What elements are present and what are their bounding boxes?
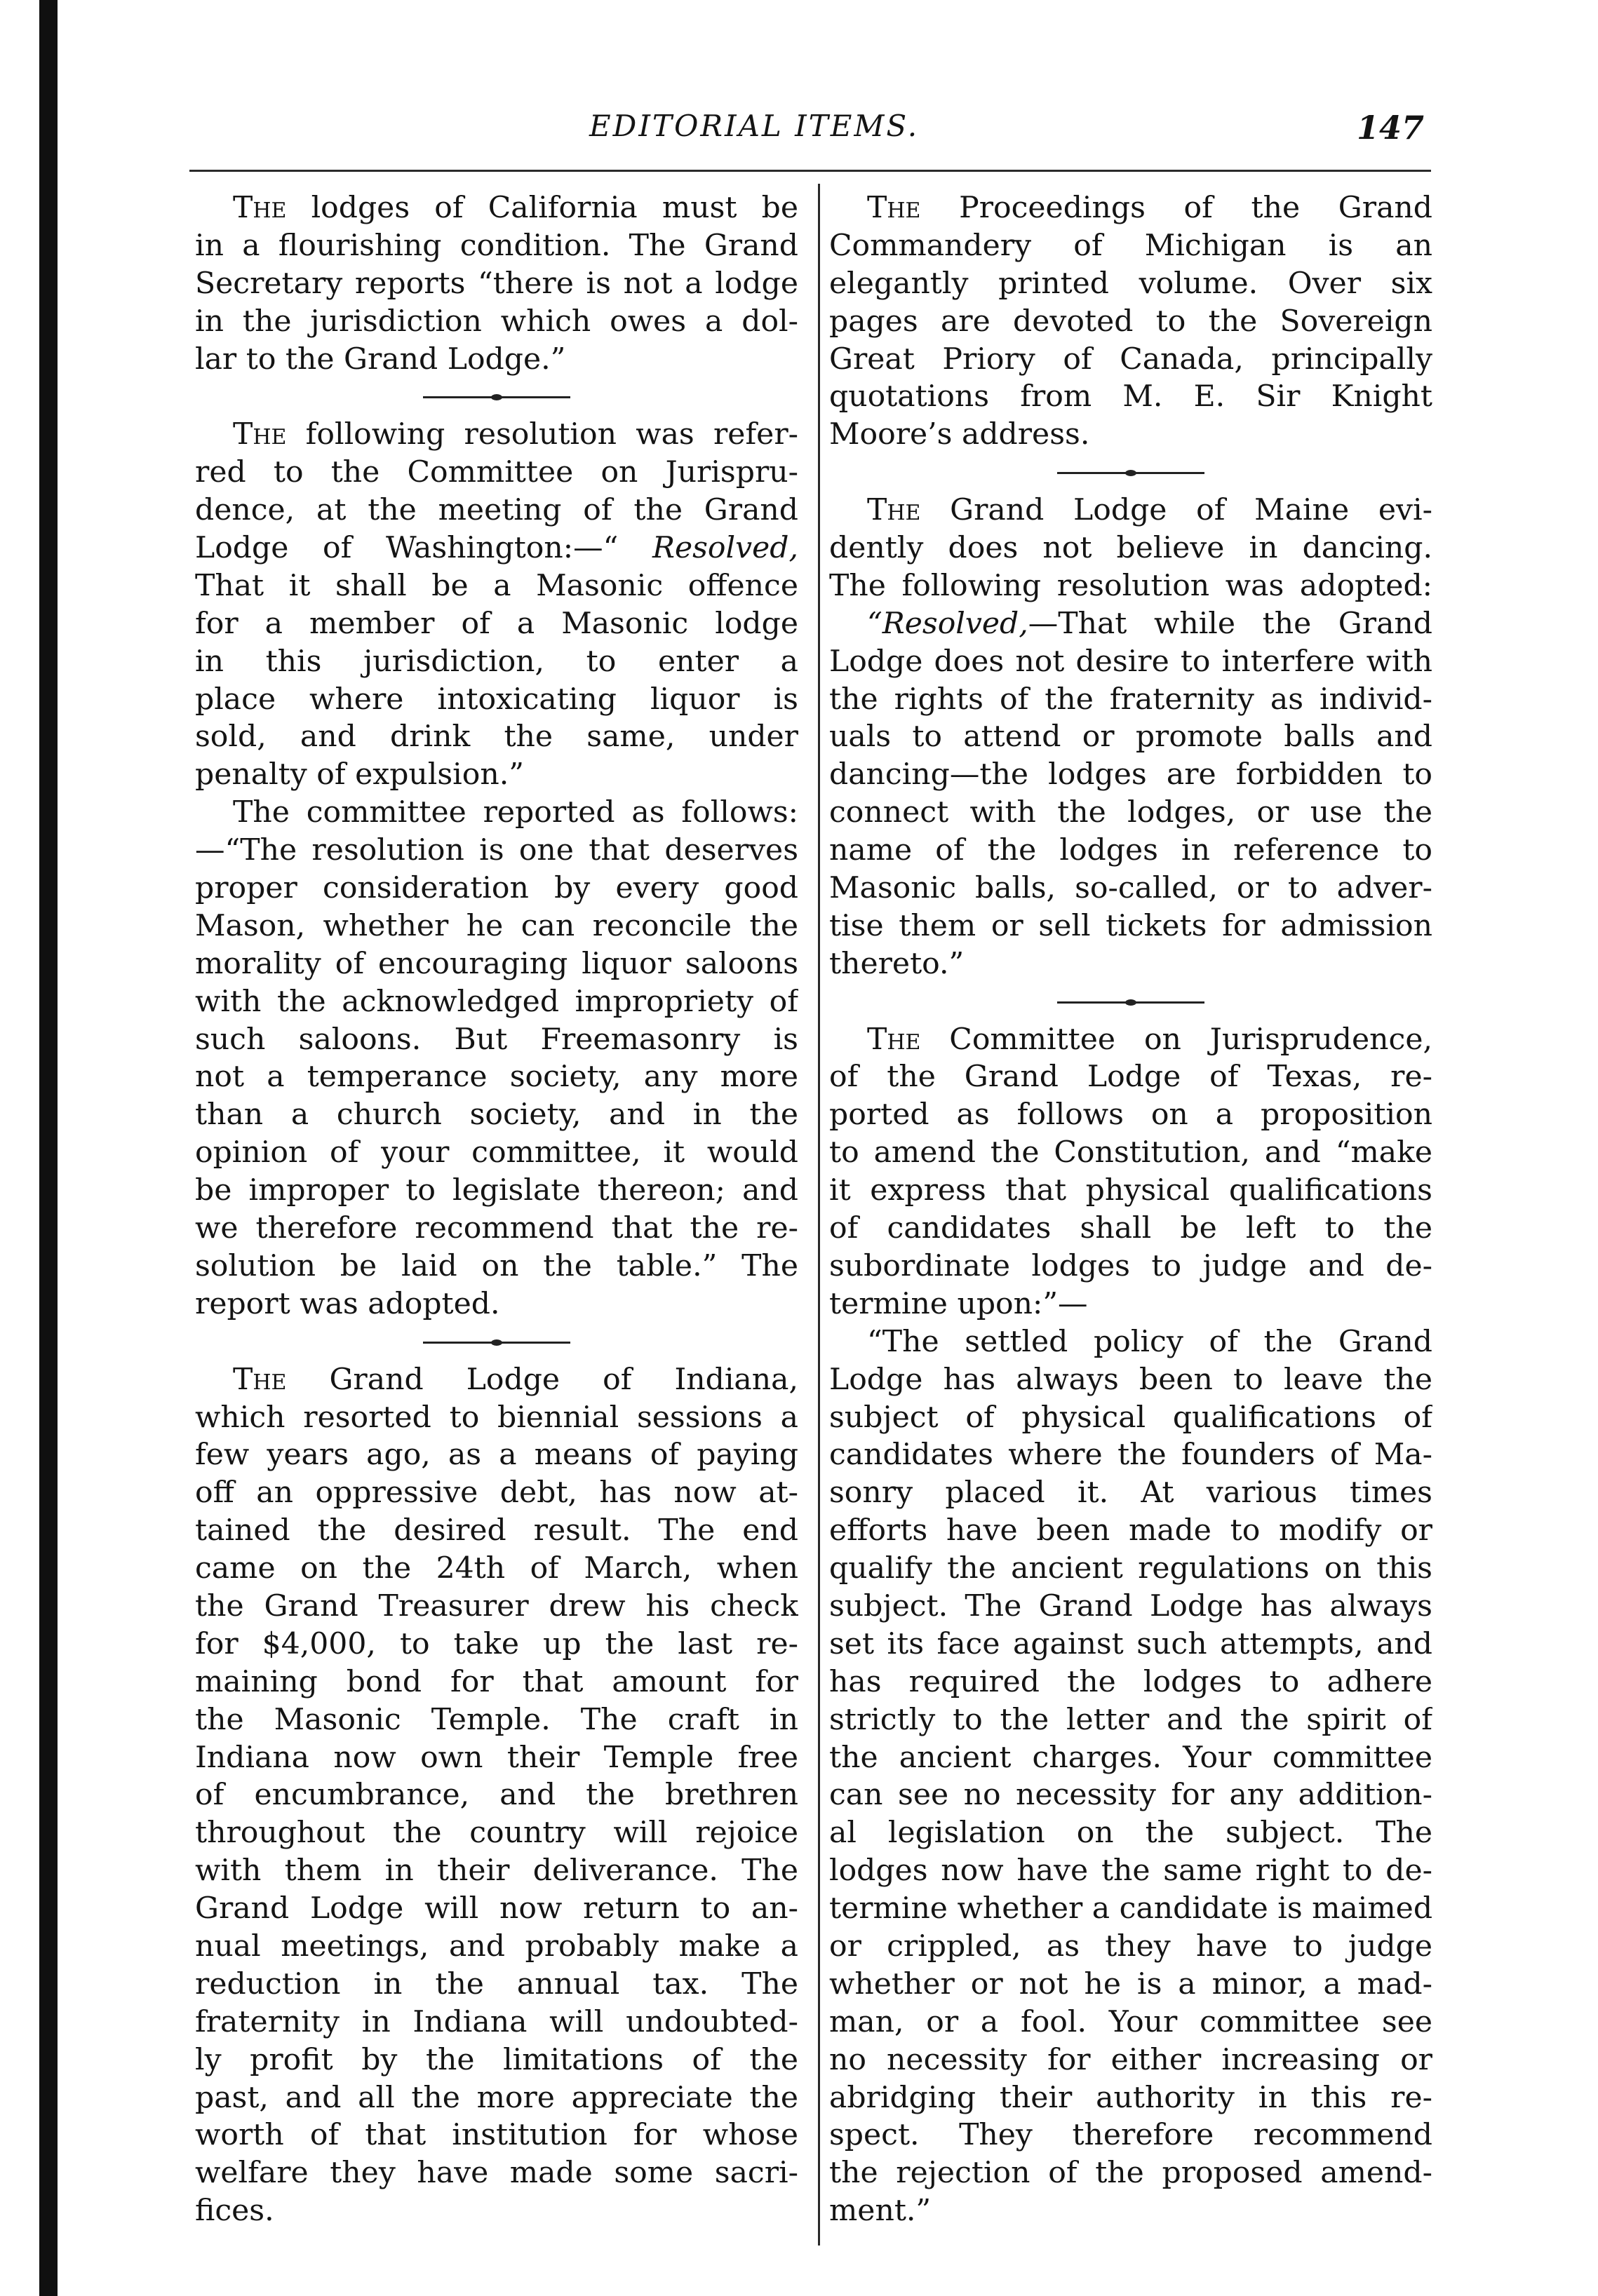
text-line: in this jurisdiction, to enter a xyxy=(195,644,798,679)
resolved-word: “Resolved, xyxy=(867,606,1028,641)
text-line: Indiana now own their Temple free xyxy=(195,1740,798,1775)
text-line: ly profit by the limitations of the xyxy=(195,2042,798,2077)
text-line: lodges now have the same right to de- xyxy=(829,1853,1432,1889)
text-line: for $4,000, to take up the last re- xyxy=(195,1626,798,1661)
text-line: we therefore recommend that the re- xyxy=(195,1211,798,1246)
text-line: Moore’s address. xyxy=(829,417,1090,452)
text-line: —“The resolution is one that deserves xyxy=(195,833,798,868)
text-line: dancing—the lodges are forbidden to xyxy=(829,757,1432,792)
text-line: pages are devoted to the Sovereign xyxy=(829,304,1432,339)
text-line: Masonic balls, so-called, or to adver- xyxy=(829,871,1432,906)
text-line: sold, and drink the same, under xyxy=(195,720,798,755)
text-line: spect. They therefore recommend xyxy=(829,2118,1432,2153)
text-line: Great Priory of Canada, principally xyxy=(829,342,1432,377)
text-line: The Grand Lodge of Maine evi- xyxy=(867,493,1432,528)
text-line: with them in their deliverance. The xyxy=(195,1853,798,1889)
text-line: of encumbrance, and the brethren xyxy=(195,1778,798,1813)
text-line: place where intoxicating liquor is xyxy=(195,682,798,717)
item-california xyxy=(195,189,798,378)
text-line: no necessity for either increasing or xyxy=(829,2042,1432,2077)
text-line: quotations from M. E. Sir Knight xyxy=(829,379,1432,414)
text-line: or crippled, as they have to judge xyxy=(829,1929,1432,1964)
text-line: ported as follows on a proposition xyxy=(829,1098,1432,1133)
text-line: throughout the country will rejoice xyxy=(195,1816,798,1851)
text-line: which resorted to biennial sessions a xyxy=(195,1400,798,1435)
text-line: Grand Lodge will now return to an- xyxy=(195,1891,798,1926)
text-line: That it shall be a Masonic offence xyxy=(195,568,798,603)
text-line: opinion of your committee, it would xyxy=(195,1135,798,1170)
text-line: termine whether a candidate is maimed xyxy=(829,1891,1432,1926)
text-line: sonry placed it. At various times xyxy=(829,1475,1432,1511)
text-line: subject. The Grand Lodge has always xyxy=(829,1588,1432,1623)
text-line: qualify the ancient regulations on this xyxy=(829,1551,1432,1586)
text-line: set its face against such attempts, and xyxy=(829,1626,1432,1661)
text-line: has required the lodges to adhere xyxy=(829,1664,1432,1699)
item-michigan xyxy=(829,189,1432,454)
item-separator xyxy=(195,1323,798,1361)
text-line: it express that physical qualifications xyxy=(829,1173,1432,1208)
right-column xyxy=(829,189,1432,2230)
lead-word: The xyxy=(233,417,287,452)
item-separator xyxy=(829,983,1432,1021)
text-line: than a church society, and in the xyxy=(195,1098,798,1133)
text-line: thereto.” xyxy=(829,946,965,981)
text-line: of the Grand Lodge of Texas, re- xyxy=(829,1060,1432,1095)
item-settled-policy xyxy=(829,1323,1432,2230)
item-separator xyxy=(195,378,798,416)
text-line: with the acknowledged impropriety of xyxy=(195,984,798,1019)
text-line: The following resolution was refer- xyxy=(233,417,798,452)
text-line: Lodge of Washington:—“ Resolved, xyxy=(195,531,798,566)
text-line: for a member of a Masonic lodge xyxy=(195,606,798,641)
text-line: Commandery of Michigan is an xyxy=(829,228,1432,263)
text-line: uals to attend or promote balls and xyxy=(829,720,1432,755)
text-line: proper consideration by every good xyxy=(195,871,798,906)
text-line: connect with the lodges, or use the xyxy=(829,795,1432,830)
text-line: “Resolved,—That while the Grand xyxy=(867,606,1432,641)
text-line: few years ago, as a means of paying xyxy=(195,1438,798,1473)
text-line: in the jurisdiction which owes a dol- xyxy=(195,304,798,339)
text-line: not a temperance society, any more xyxy=(195,1060,798,1095)
text-line: such saloons. But Freemasonry is xyxy=(195,1022,798,1057)
text-line: lar to the Grand Lodge.” xyxy=(195,342,566,377)
text-line: reduction in the annual tax. The xyxy=(195,1966,798,2001)
text-line: past, and all the more appreciate the xyxy=(195,2080,798,2115)
text-line: to amend the Constitution, and “make xyxy=(829,1135,1432,1170)
text-line: “The settled policy of the Grand xyxy=(867,1324,1432,1359)
text-line: ment.” xyxy=(829,2194,932,2229)
lead-word: The xyxy=(867,493,921,528)
text-line: the Masonic Temple. The craft in xyxy=(195,1702,798,1737)
resolved-word: Resolved, xyxy=(652,531,798,566)
text-line: The committee reported as follows: xyxy=(233,795,798,830)
text-line: off an oppressive debt, has now at- xyxy=(195,1475,798,1511)
text-line: the ancient charges. Your committee xyxy=(829,1740,1432,1775)
text-line: name of the lodges in reference to xyxy=(829,833,1432,868)
text-line: the rejection of the proposed amend- xyxy=(829,2156,1432,2191)
text-line: The Committee on Jurisprudence, xyxy=(867,1022,1432,1057)
text-line: red to the Committee on Jurispru- xyxy=(195,455,798,490)
left-column xyxy=(195,189,798,2230)
text-line: strictly to the letter and the spirit of xyxy=(829,1702,1432,1737)
text-line: report was adopted. xyxy=(195,1286,500,1321)
binding-edge xyxy=(39,0,58,2296)
text-line: solution be laid on the table.” The xyxy=(195,1248,798,1283)
text-line: al legislation on the subject. The xyxy=(829,1816,1432,1851)
item-maine xyxy=(829,492,1432,983)
text-line: efforts have been made to modify or xyxy=(829,1513,1432,1548)
text-line: can see no necessity for any addition- xyxy=(829,1778,1432,1813)
text-line: nual meetings, and probably make a xyxy=(195,1929,798,1964)
lead-word: The xyxy=(867,191,921,225)
text-line: of candidates shall be left to the xyxy=(829,1211,1432,1246)
text-line: subordinate lodges to judge and de- xyxy=(829,1248,1432,1283)
text-line: abridging their authority in this re- xyxy=(829,2080,1432,2115)
item-washington xyxy=(195,416,798,794)
text-line: Mason, whether he can reconcile the xyxy=(195,908,798,943)
text-line: man, or a fool. Your committee see xyxy=(829,2004,1432,2039)
item-texas xyxy=(829,1021,1432,1323)
text-line: whether or not he is a minor, a mad- xyxy=(829,1966,1432,2001)
text-line: The Proceedings of the Grand xyxy=(867,191,1432,225)
item-committee-report xyxy=(195,794,798,1323)
running-title: EDITORIAL ITEMS. xyxy=(589,109,920,143)
text-line: worth of that institution for whose xyxy=(195,2118,798,2153)
text-line: termine upon:”— xyxy=(829,1286,1088,1321)
text-line: penalty of expulsion.” xyxy=(195,757,524,792)
text-line: the rights of the fraternity as individ- xyxy=(829,682,1432,717)
text-line: dently does not believe in dancing. xyxy=(829,531,1432,566)
item-indiana xyxy=(195,1361,798,2230)
text-line: fraternity in Indiana will undoubted- xyxy=(195,2004,798,2039)
text-line: tise them or sell tickets for admission xyxy=(829,908,1432,943)
column-divider xyxy=(818,184,820,2246)
lead-word: The xyxy=(233,191,287,225)
text-line: maining bond for that amount for xyxy=(195,1664,798,1699)
item-separator xyxy=(829,454,1432,492)
text-line: The following resolution was adopted: xyxy=(829,568,1432,603)
text-line: Secretary reports “there is not a lodge xyxy=(195,266,798,301)
text-line: in a flourishing condition. The Grand xyxy=(195,228,798,263)
text-line: fices. xyxy=(195,2194,274,2229)
text-line: dence, at the meeting of the Grand xyxy=(195,493,798,528)
text-line: the Grand Treasurer drew his check xyxy=(195,1588,798,1623)
text-line: subject of physical qualifications of xyxy=(829,1400,1432,1435)
text-line: Lodge has always been to leave the xyxy=(829,1362,1432,1397)
header-rule xyxy=(189,170,1431,172)
text-line: welfare they have made some sacri- xyxy=(195,2156,798,2191)
text-line: tained the desired result. The end xyxy=(195,1513,798,1548)
text-line: Lodge does not desire to interfere with xyxy=(829,644,1432,679)
lead-word: The xyxy=(233,1362,287,1397)
running-header xyxy=(196,109,1424,158)
text-line: candidates where the founders of Ma- xyxy=(829,1438,1432,1473)
text-line: came on the 24th of March, when xyxy=(195,1551,798,1586)
page-number: 147 xyxy=(1356,109,1424,147)
text-line: The lodges of California must be xyxy=(233,191,798,225)
text-line: morality of encouraging liquor saloons xyxy=(195,946,798,981)
text-line: The Grand Lodge of Indiana, xyxy=(233,1362,798,1397)
text-line: be improper to legislate thereon; and xyxy=(195,1173,798,1208)
text-line: elegantly printed volume. Over six xyxy=(829,266,1432,301)
lead-word: The xyxy=(867,1022,921,1057)
